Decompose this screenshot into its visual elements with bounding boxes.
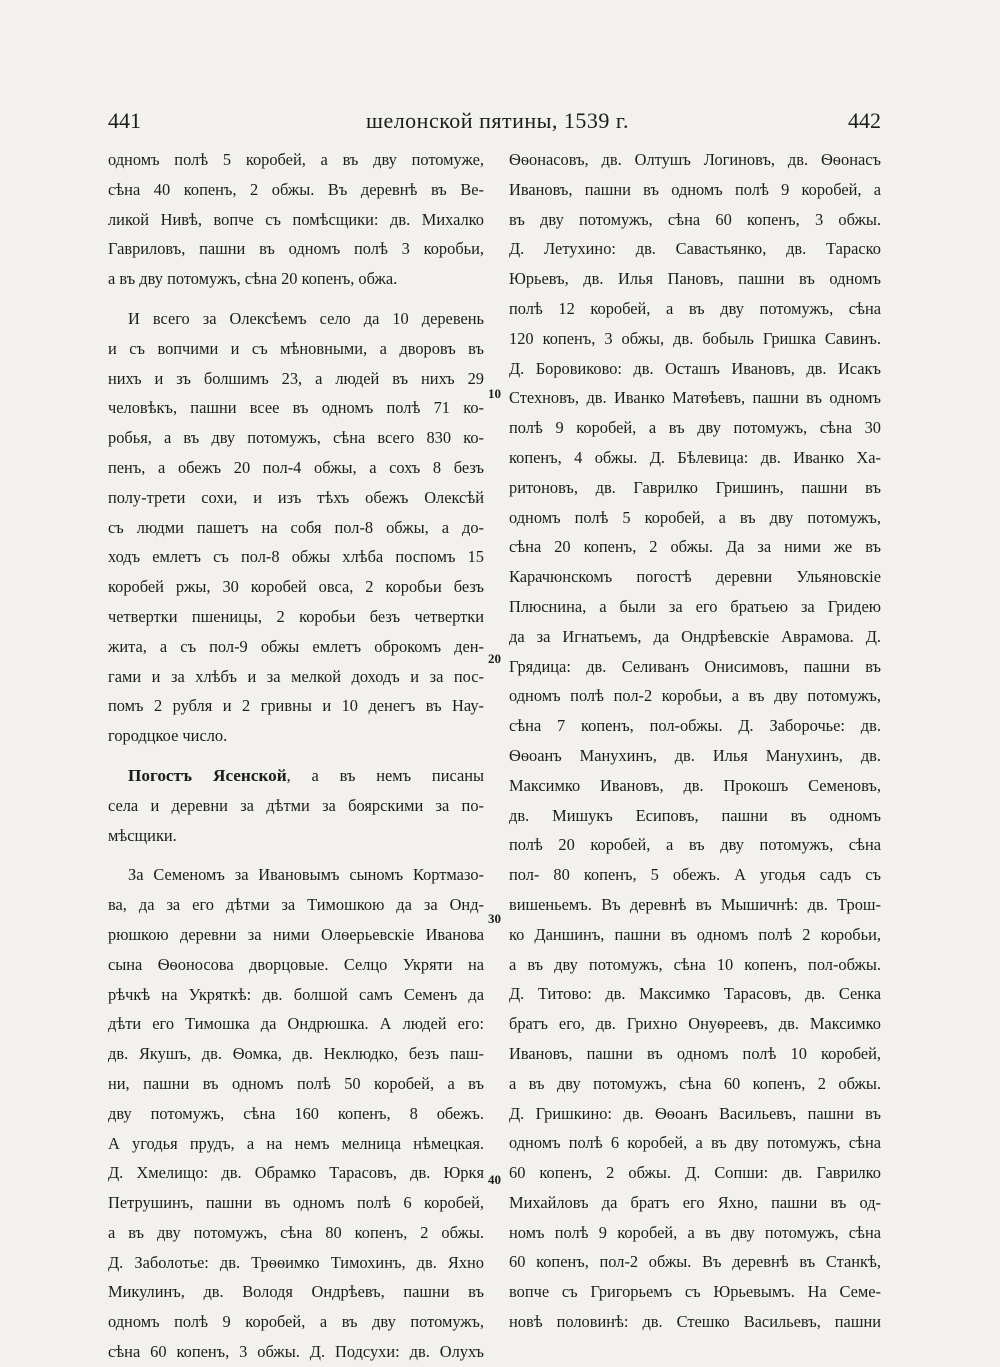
text-line: Михайловъ да братъ его Яхно, пашни въ од- — [509, 1192, 881, 1212]
text-line: а въ дву потомужъ, сѣна 20 копенъ, обжа. — [108, 269, 398, 289]
text-line: 60 копенъ, пол-2 обжы. Въ деревнѣ въ Станкѣ, — [509, 1252, 881, 1272]
text-line: вопче съ Григорьемъ съ Юрьевымъ. На Семе- — [509, 1282, 881, 1302]
text-line: жита, а съ пол-9 обжы емлетъ оброкомъ ден- — [108, 636, 484, 656]
text-line: пенъ, а обежъ 20 пол-4 обжы, а сохъ 8 безъ — [108, 457, 484, 477]
section-heading-paragraph — [108, 761, 484, 850]
text-line: дѣти его Тимошка да Ондрюшка. А людей его: — [108, 1014, 484, 1034]
text-line: Стехновъ, дв. Иванко Матѳѣевъ, пашни въ одномъ — [509, 388, 881, 408]
text-line: 60 копенъ, 2 обжы. Д. Сопши: дв. Гаврилко — [509, 1163, 881, 1183]
left-column — [108, 145, 484, 1367]
text-line: да за Игнатьемъ, да Ондрѣевскіе Аврамова. Д. — [509, 626, 881, 646]
text-line: Максимко Ивановъ, дв. Прокошъ Семеновъ, — [509, 775, 881, 795]
line-number-20: 20 — [488, 651, 501, 666]
text-line: сѣна 7 копенъ, пол-обжы. Д. Заборочье: дв. — [509, 716, 881, 736]
text-line: нихъ и зъ болшимъ 23, а людей въ нихъ 29 — [108, 368, 484, 388]
text-line: полѣ 12 коробей, а въ дву потомужъ, сѣна — [509, 298, 881, 318]
text-line: ко Даншинъ, пашни въ одномъ полѣ 2 коробьи, — [509, 924, 881, 944]
section-heading-line — [108, 761, 484, 791]
section-heading: Погостъ Ясенской — [128, 765, 287, 785]
text-line: Д. Заболотье: дв. Трѳѳимко Тимохинъ, дв. Яхно — [108, 1252, 484, 1272]
text-line: сѣна 20 копенъ, 2 обжы. Да за ними же въ — [509, 537, 881, 557]
line-number-40: 40 — [488, 1172, 501, 1187]
text-line: полу-трети сохи, и изъ тѣхъ обежъ Олексѣй — [108, 487, 484, 507]
page-number-left: 441 — [108, 108, 141, 133]
text-line: пол- 80 копенъ, 5 обежъ. А угодья садъ съ — [509, 865, 881, 885]
text-line: Грядица: дв. Селиванъ Онисимовъ, пашни въ — [509, 656, 881, 676]
text-line: Д. Хмелищо: дв. Обрамко Тарасовъ, дв. Юркя — [108, 1163, 484, 1183]
text-line: братъ его, дв. Грихно Онуѳреевъ, дв. Максимко — [509, 1014, 881, 1034]
text-line: ходъ емлетъ съ пол-8 обжы хлѣба поспомъ 15 — [108, 547, 484, 567]
text-line: Юрьевъ, дв. Илья Пановъ, пашни въ одномъ — [509, 269, 881, 289]
text-line: Ѳѳоанъ Манухинъ, дв. Илья Манухинъ, дв. — [509, 745, 881, 765]
text-line: вишеньемъ. Въ деревнѣ въ Мышичнѣ: дв. Трош- — [509, 894, 881, 914]
text-line: Ивановъ, пашни въ одномъ полѣ 9 коробей, а — [509, 179, 881, 199]
text-line: городцкое число. — [108, 726, 228, 746]
text-line: Гавриловъ, пашни въ одномъ полѣ 3 коробьи, — [108, 239, 484, 259]
text-line: дв. Мишукъ Есиповъ, пашни въ одномъ — [509, 805, 881, 825]
text-line: сѣна 60 копенъ, 3 обжы. Д. Подсухи: дв. Олухъ — [108, 1342, 484, 1362]
text-line: а въ дву потомужъ, сѣна 80 копенъ, 2 обжы. — [108, 1222, 484, 1242]
text-line: робья, а въ дву потомужъ, сѣна всего 830 ко- — [108, 428, 484, 448]
right-column — [509, 145, 881, 1337]
text-line: Петрушинъ, пашни въ одномъ полѣ 6 коробей, — [108, 1193, 484, 1213]
text-line: съ людми пашетъ на собя пол-8 обжы, а до- — [108, 517, 484, 537]
text-line: копенъ, 4 обжы. Д. Бѣлевица: дв. Иванко Ха- — [509, 447, 881, 467]
section-heading-rest: , а въ немъ писаны — [286, 765, 485, 785]
paragraph-1 — [108, 145, 484, 294]
text-line: сына Ѳѳоносова дворцовые. Селцо Укряти на — [108, 954, 484, 974]
text-line: новѣ половинѣ: дв. Стешко Васильевъ, пашни — [509, 1312, 881, 1332]
text-line: Д. Летухино: дв. Савастьянко, дв. Тараско — [509, 239, 881, 259]
text-line: одномъ полѣ 9 коробей, а въ дву потомужъ, — [108, 1312, 484, 1332]
text-line: полѣ 20 коробей, а въ дву потомужъ, сѣна — [509, 835, 881, 855]
paragraph-3 — [108, 860, 484, 1367]
line-number-30: 30 — [488, 911, 501, 926]
text-line: сѣна 40 копенъ, 2 обжы. Въ деревнѣ въ Ве- — [108, 179, 484, 199]
text-line: Карачюнскомъ погостѣ деревни Ульяновскіе — [509, 567, 881, 587]
running-title: шелонской пятины, 1539 г. — [366, 108, 629, 133]
text-line: и съ вопчими и съ мѣновными, а дворовъ въ — [108, 338, 484, 358]
line-number-10: 10 — [488, 386, 501, 401]
text-line: Д. Боровиково: дв. Осташъ Ивановъ, дв. Исакъ — [509, 358, 881, 378]
text-line: четвертки пшеницы, 2 коробьи безъ четвертки — [108, 606, 484, 626]
text-line: одномъ полѣ 5 коробей, а въ дву потомужъ, — [509, 507, 881, 527]
text-line: Микулинъ, дв. Володя Ондрѣевъ, пашни въ — [108, 1282, 484, 1302]
text-line: И всего за Олексѣемъ село да 10 деревень — [128, 308, 484, 328]
text-line: За Семеномъ за Ивановымъ сыномъ Кортмазо- — [128, 865, 484, 885]
text-line: ни, пашни въ одномъ полѣ 50 коробей, а въ — [108, 1073, 484, 1093]
text-line: Ивановъ, пашни въ одномъ полѣ 10 коробей, — [509, 1043, 881, 1063]
text-line: полѣ 9 коробей, а въ дву потомужъ, сѣна 30 — [509, 418, 881, 438]
text-line: номъ полѣ 9 коробей, а въ дву потомужъ, сѣна — [509, 1222, 881, 1242]
text-line: Ѳѳонасовъ, дв. Олтушъ Логиновъ, дв. Ѳѳонасъ — [509, 150, 881, 169]
text-line: помъ 2 рубля и 2 гривны и 10 денегъ въ Нау- — [108, 696, 484, 716]
text-line: села и деревни за дѣтми за боярскими за по- — [108, 795, 484, 815]
text-line: ритоновъ, дв. Гаврилко Гришинъ, пашни въ — [509, 477, 881, 497]
text-line: одномъ полѣ 6 коробей, а въ дву потомужъ, сѣна — [509, 1133, 881, 1153]
text-line: Д. Гришкино: дв. Ѳѳоанъ Васильевъ, пашни въ — [509, 1103, 881, 1123]
page-number-right: 442 — [848, 108, 881, 133]
text-line: одномъ полѣ пол-2 коробьи, а въ дву потомужъ, — [509, 686, 881, 706]
text-line: рюшкою деревни за ними Олѳерьевскіе Иванова — [108, 924, 484, 944]
text-line: одномъ полѣ 5 коробей, а въ дву потомуже, — [108, 150, 484, 169]
text-line: А угодья прудъ, а на немъ мелница нѣмецкая. — [108, 1133, 484, 1153]
text-line: коробей ржы, 30 коробей овса, 2 коробьи безъ — [108, 577, 484, 597]
text-line: рѣчкѣ на Укряткѣ: дв. болшой самъ Семенъ да — [108, 984, 484, 1004]
text-line: въ дву потомужъ, сѣна 60 копенъ, 3 обжы. — [509, 209, 881, 229]
text-line: 120 копенъ, 3 обжы, дв. бобыль Гришка Савинъ. — [509, 328, 881, 348]
text-line: мѣсщики. — [108, 825, 177, 845]
text-line: Плюснина, а были за его братьею за Гридею — [509, 596, 881, 616]
paragraph-2-total — [108, 304, 484, 751]
text-line: гами и за хлѣбъ и за мелкой доходъ и за пос- — [108, 666, 484, 686]
text-line: дву потомужъ, сѣна 160 копенъ, 8 обежъ. — [108, 1103, 484, 1123]
text-line: человѣкъ, пашни всее въ одномъ полѣ 71 ко- — [108, 398, 484, 418]
text-line: а въ дву потомужъ, сѣна 60 копенъ, 2 обжы. — [509, 1073, 881, 1093]
text-line: а въ дву потомужъ, сѣна 10 копенъ, пол-обжы. — [509, 954, 881, 974]
text-line: Д. Титово: дв. Максимко Тарасовъ, дв. Сенка — [509, 984, 881, 1004]
text-line: ва, да за его дѣтми за Тимошкою да за Онд- — [108, 895, 484, 915]
text-line: ликой Нивѣ, вопче съ помѣсщики: дв. Михалко — [108, 209, 484, 229]
text-line: дв. Якушъ, дв. Ѳомка, дв. Неклюдко, безъ паш- — [108, 1044, 484, 1064]
